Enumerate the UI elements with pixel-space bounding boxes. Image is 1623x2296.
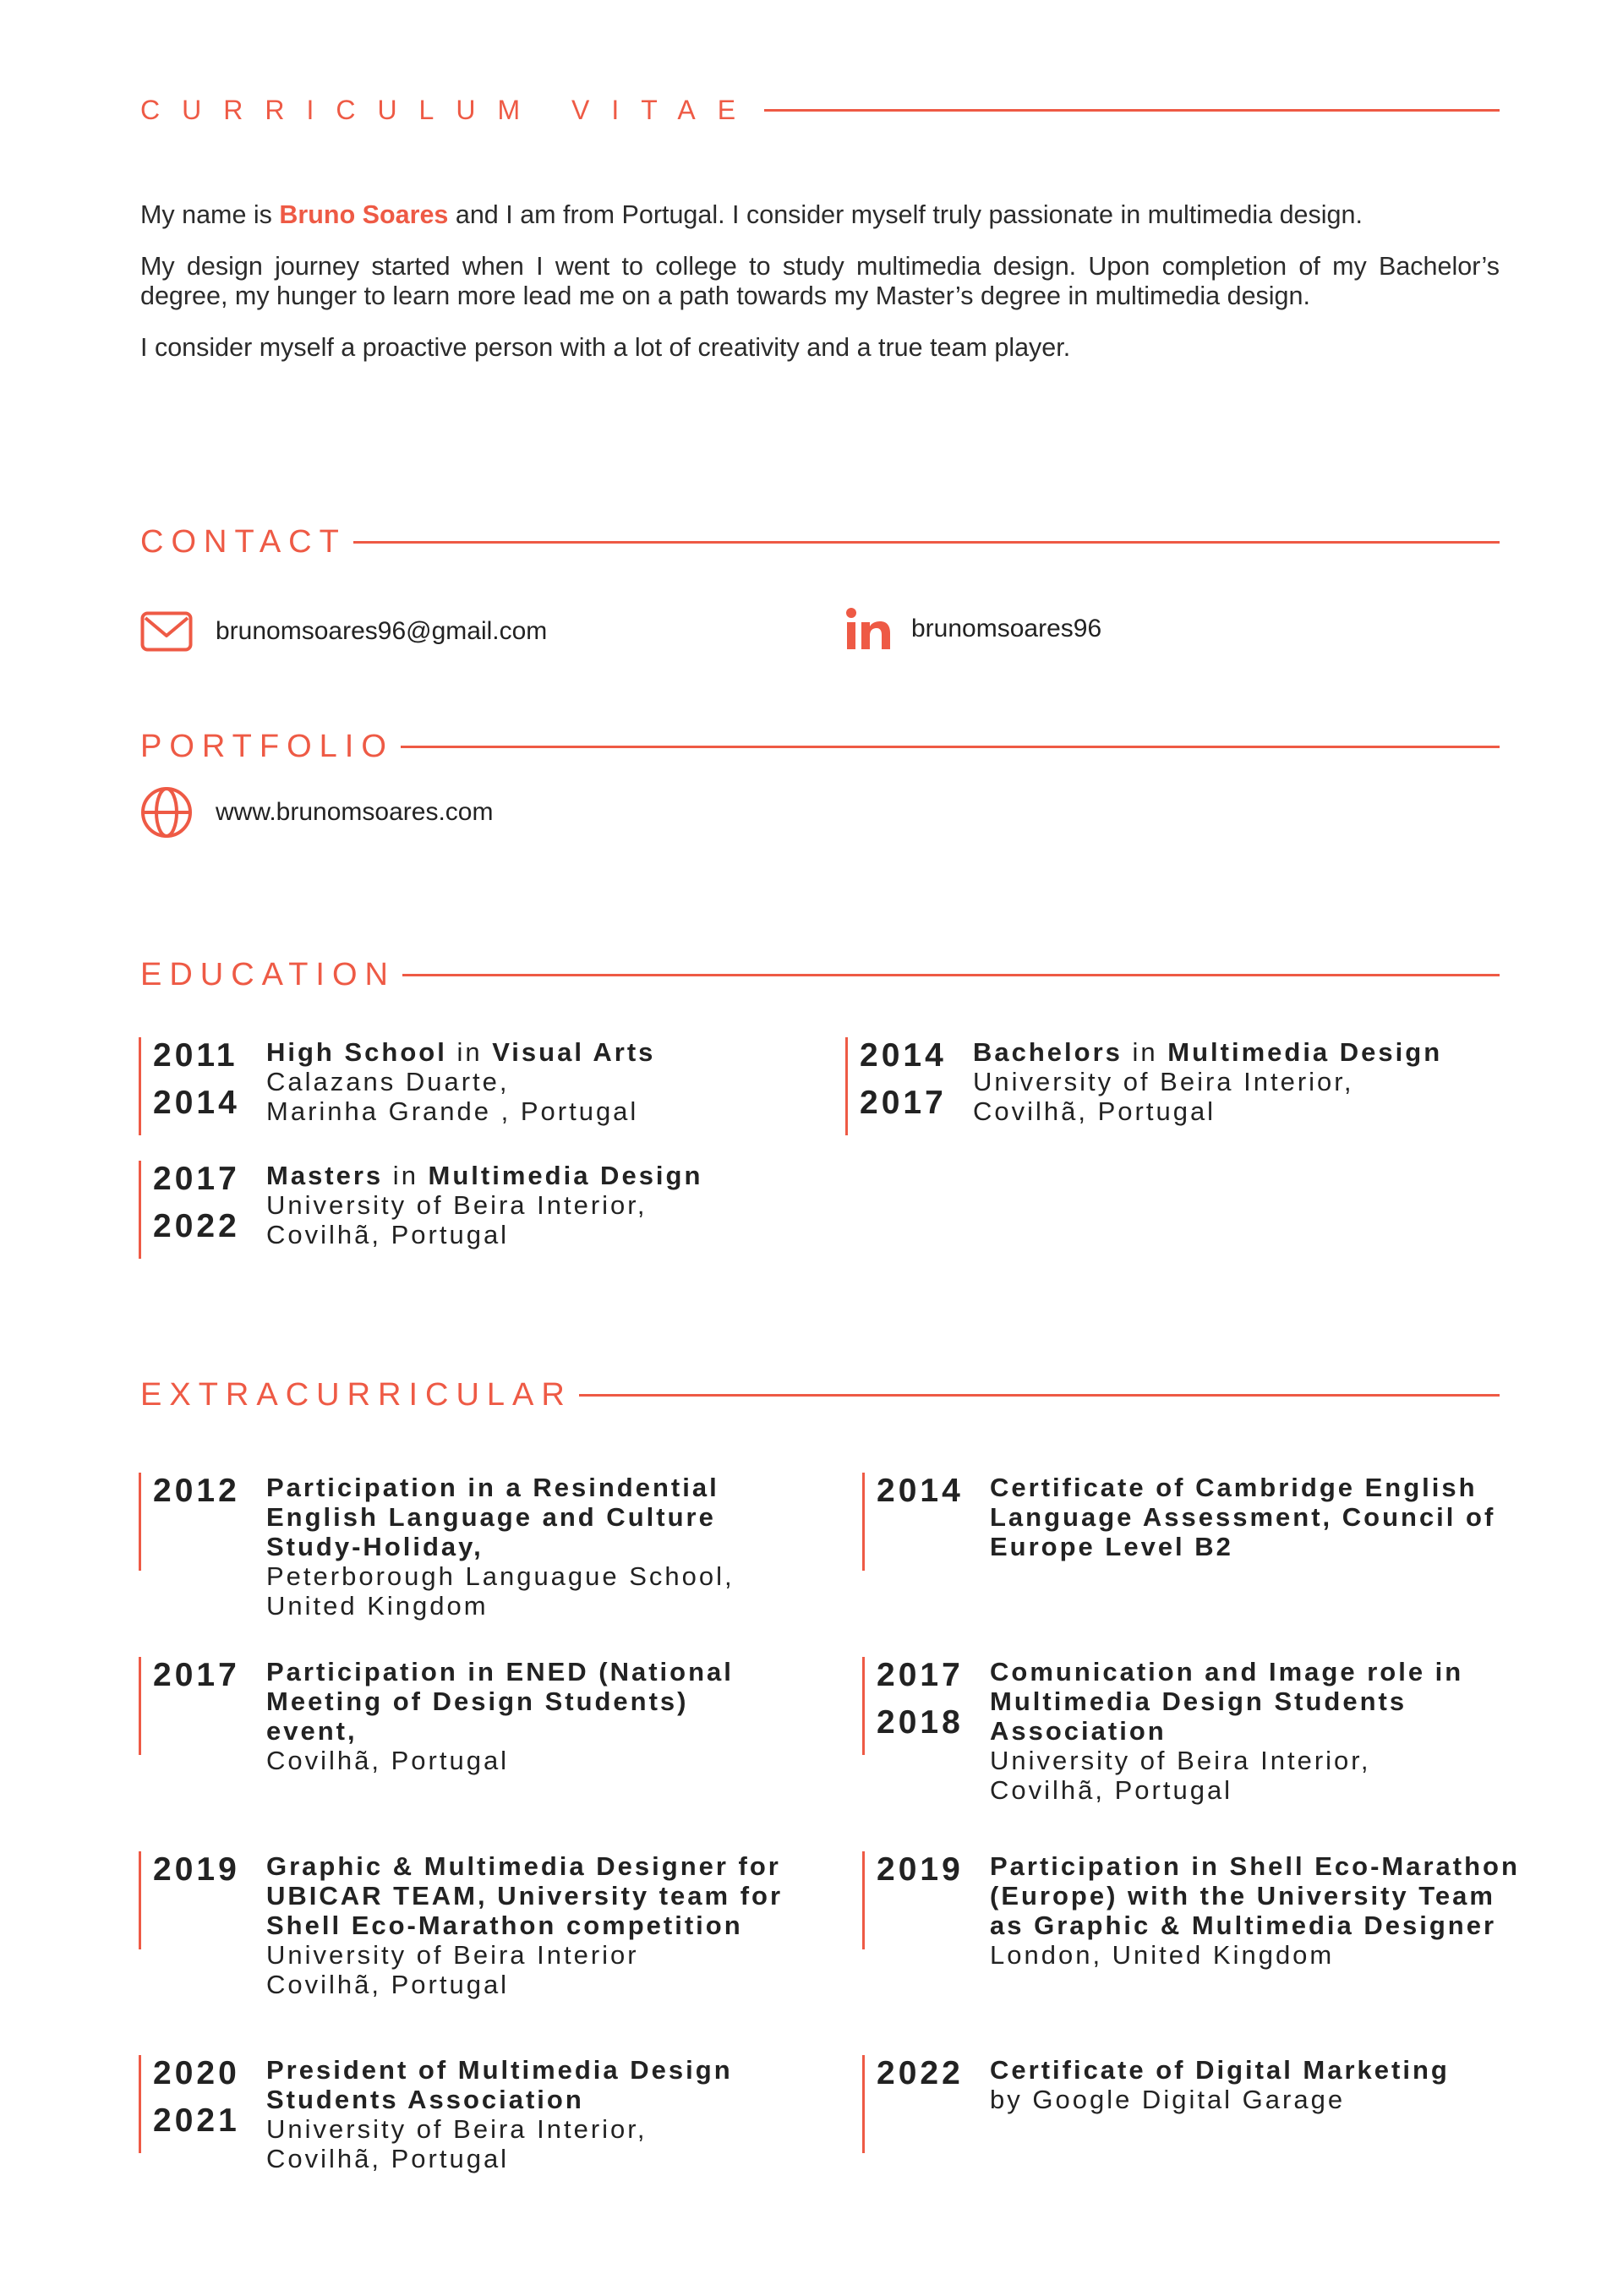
- portfolio-title: PORTFOLIO: [140, 728, 394, 764]
- page-title: CURRICULUM VITAE: [140, 94, 758, 125]
- portfolio-contact[interactable]: [140, 786, 493, 839]
- entry-text: Graphic & Multimedia Designer for UBICAR TEAM, University team for Shell Eco-Marathon competition University of Beira Interior Covilhã, Portugal: [266, 1851, 784, 1999]
- entry-text: Participation in a Resindential English Language and Culture Study-Holiday, Peterborough Languague School, United Kingdom: [266, 1473, 735, 1621]
- entry-text: Certificate of Digital Marketing by Google Digital Garage: [990, 2055, 1450, 2114]
- education-item: [845, 1037, 1442, 1135]
- envelope-icon: [140, 611, 193, 652]
- entry-text: Certificate of Cambridge English Language Assessment, Council of Europe Level B2: [990, 1473, 1496, 1561]
- entry-text: High School in Visual Arts Calazans Duarte, Marinha Grande , Portugal: [266, 1037, 656, 1126]
- extracurricular-item: [139, 1657, 734, 1775]
- extracurricular-item: [139, 1851, 783, 1999]
- email-link[interactable]: brunomsoares96@gmail.com: [216, 617, 548, 645]
- education-title: EDUCATION: [140, 956, 396, 992]
- divider-line: [401, 746, 1500, 748]
- intro-paragraph-1: My name is Bruno Soares and I am from Portugal. I consider myself truly passionate in multimedia design.: [140, 200, 1363, 229]
- divider-line: [579, 1394, 1500, 1397]
- extracurricular-item: [862, 2055, 1450, 2153]
- extracurricular-title: EXTRACURRICULAR: [140, 1376, 572, 1413]
- portfolio-header: [140, 721, 1500, 772]
- year-range: 2014: [877, 1473, 964, 1509]
- divider-line: [764, 109, 1500, 112]
- entry-text: Participation in Shell Eco-Marathon (Europe) with the University Team as Graphic & Multimedia Designer London, United Kingdom: [990, 1851, 1520, 1970]
- entry-text: President of Multimedia Design Students Association University of Beira Interior, Covilhã, Portugal: [266, 2055, 733, 2173]
- intro-paragraph-2: My design journey started when I went to college to study multimedia design. Upon completion of my Bachelor’s degree, my hunger to learn more lead me on a path towards my Master’s degree in multimedia design.: [140, 252, 1500, 310]
- entry-text: Participation in ENED (National Meeting of Design Students) event, Covilhã, Portugal: [266, 1657, 734, 1775]
- year-range: 2022: [877, 2055, 964, 2091]
- person-name: Bruno Soares: [279, 200, 449, 229]
- linkedin-contact[interactable]: [845, 607, 1101, 651]
- extracurricular-header: [140, 1369, 1500, 1420]
- year-range: 2020 2021: [153, 2055, 240, 2139]
- year-range: 2019: [877, 1851, 964, 1888]
- entry-text: Comunication and Image role in Multimedia Design Students Association University of Beira Interior, Covilhã, Portugal: [990, 1657, 1464, 1805]
- linkedin-handle[interactable]: brunomsoares96: [911, 615, 1102, 642]
- year-range: 2017 2018: [877, 1657, 964, 1741]
- education-item: [139, 1037, 655, 1135]
- year-range: 2014 2017: [860, 1037, 947, 1121]
- contact-header: [140, 517, 1500, 567]
- email-contact[interactable]: [140, 611, 547, 652]
- year-range: 2012: [153, 1473, 240, 1509]
- extracurricular-item: [862, 1657, 1463, 1805]
- extracurricular-item: [139, 1473, 735, 1621]
- education-header: [140, 949, 1500, 1000]
- year-range: 2017 2022: [153, 1161, 240, 1244]
- entry-text: Bachelors in Multimedia Design University of Beira Interior, Covilhã, Portugal: [973, 1037, 1443, 1126]
- education-item: [139, 1161, 702, 1259]
- portfolio-link[interactable]: www.brunomsoares.com: [216, 798, 494, 826]
- intro-paragraph-3: I consider myself a proactive person with a lot of creativity and a true team player.: [140, 333, 1071, 362]
- linkedin-icon: [845, 607, 891, 651]
- contact-title: CONTACT: [140, 523, 347, 560]
- intro-section: [140, 200, 1500, 363]
- extracurricular-item: [862, 1851, 1520, 1970]
- globe-icon: [140, 786, 193, 839]
- year-range: 2019: [153, 1851, 240, 1888]
- extracurricular-item: [862, 1473, 1495, 1571]
- entry-text: Masters in Multimedia Design University of Beira Interior, Covilhã, Portugal: [266, 1161, 703, 1249]
- year-range: 2011 2014: [153, 1037, 240, 1121]
- year-range: 2017: [153, 1657, 240, 1693]
- cv-header: [140, 85, 1500, 135]
- extracurricular-item: [139, 2055, 733, 2173]
- divider-line: [353, 541, 1500, 544]
- divider-line: [402, 974, 1500, 976]
